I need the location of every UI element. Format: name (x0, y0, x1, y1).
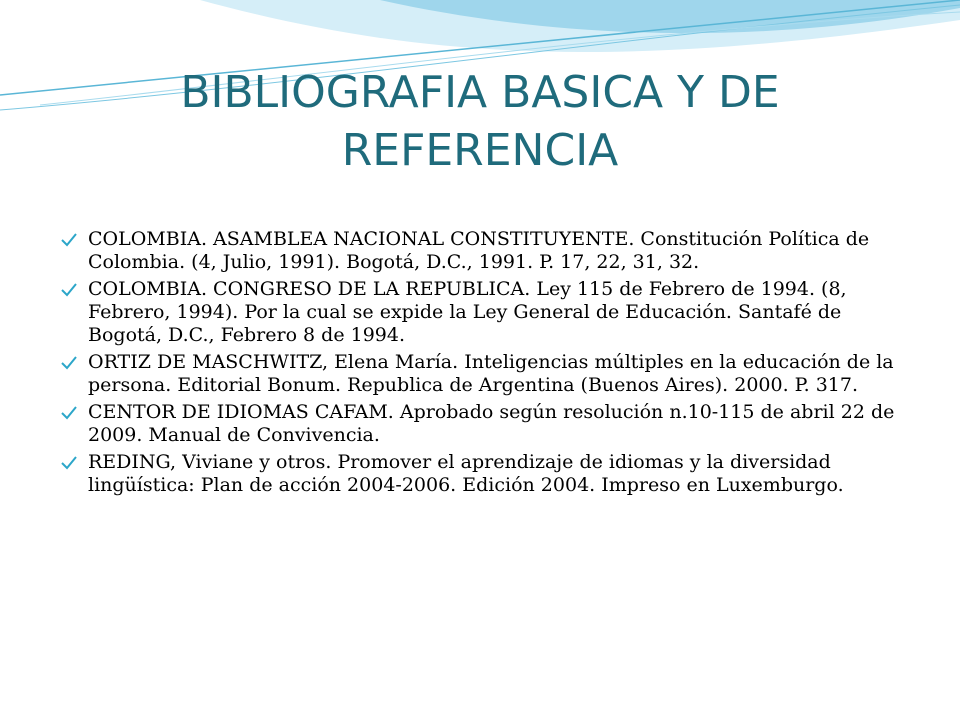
title-line-2: REFERENCIA (341, 125, 619, 176)
reference-text: COLOMBIA. ASAMBLEA NACIONAL CONSTITUYENTE. Constitución Política de Colombia. (4, Julio, 1991). Bogotá, D.C., 1991. P. 17, 22, 31, 32. (88, 228, 870, 273)
reference-text: COLOMBIA. CONGRESO DE LA REPUBLICA. Ley 115 de Febrero de 1994. (8, Febrero, 1994). Por la cual se expide la Ley General de Educación. Santafé de Bogotá, D.C., Febrero 8 de 1994. (88, 278, 847, 346)
list-item (60, 278, 910, 347)
check-icon (60, 404, 78, 422)
reference-text: ORTIZ DE MASCHWITZ, Elena María. Inteligencias múltiples en la educación de la persona. Editorial Bonum. Republica de Argentina (Buenos Aires). 2000. P. 317. (88, 351, 894, 396)
list-item (60, 228, 910, 274)
title-line-1: BIBLIOGRAFIA BASICA Y DE (180, 67, 780, 118)
check-icon (60, 231, 78, 249)
reference-text: CENTOR DE IDIOMAS CAFAM. Aprobado según resolución n.10-115 de abril 22 de 2009. Manual de Convivencia. (88, 401, 895, 446)
check-icon (60, 281, 78, 299)
slide-title (40, 64, 920, 180)
reference-text: REDING, Viviane y otros. Promover el aprendizaje de idiomas y la diversidad lingüística: Plan de acción 2004-2006. Edición 2004. Impreso en Luxemburgo. (88, 451, 844, 496)
list-item (60, 351, 910, 397)
check-icon (60, 454, 78, 472)
list-item (60, 401, 910, 447)
check-icon (60, 354, 78, 372)
list-item (60, 451, 910, 497)
bibliography-list (60, 228, 910, 501)
